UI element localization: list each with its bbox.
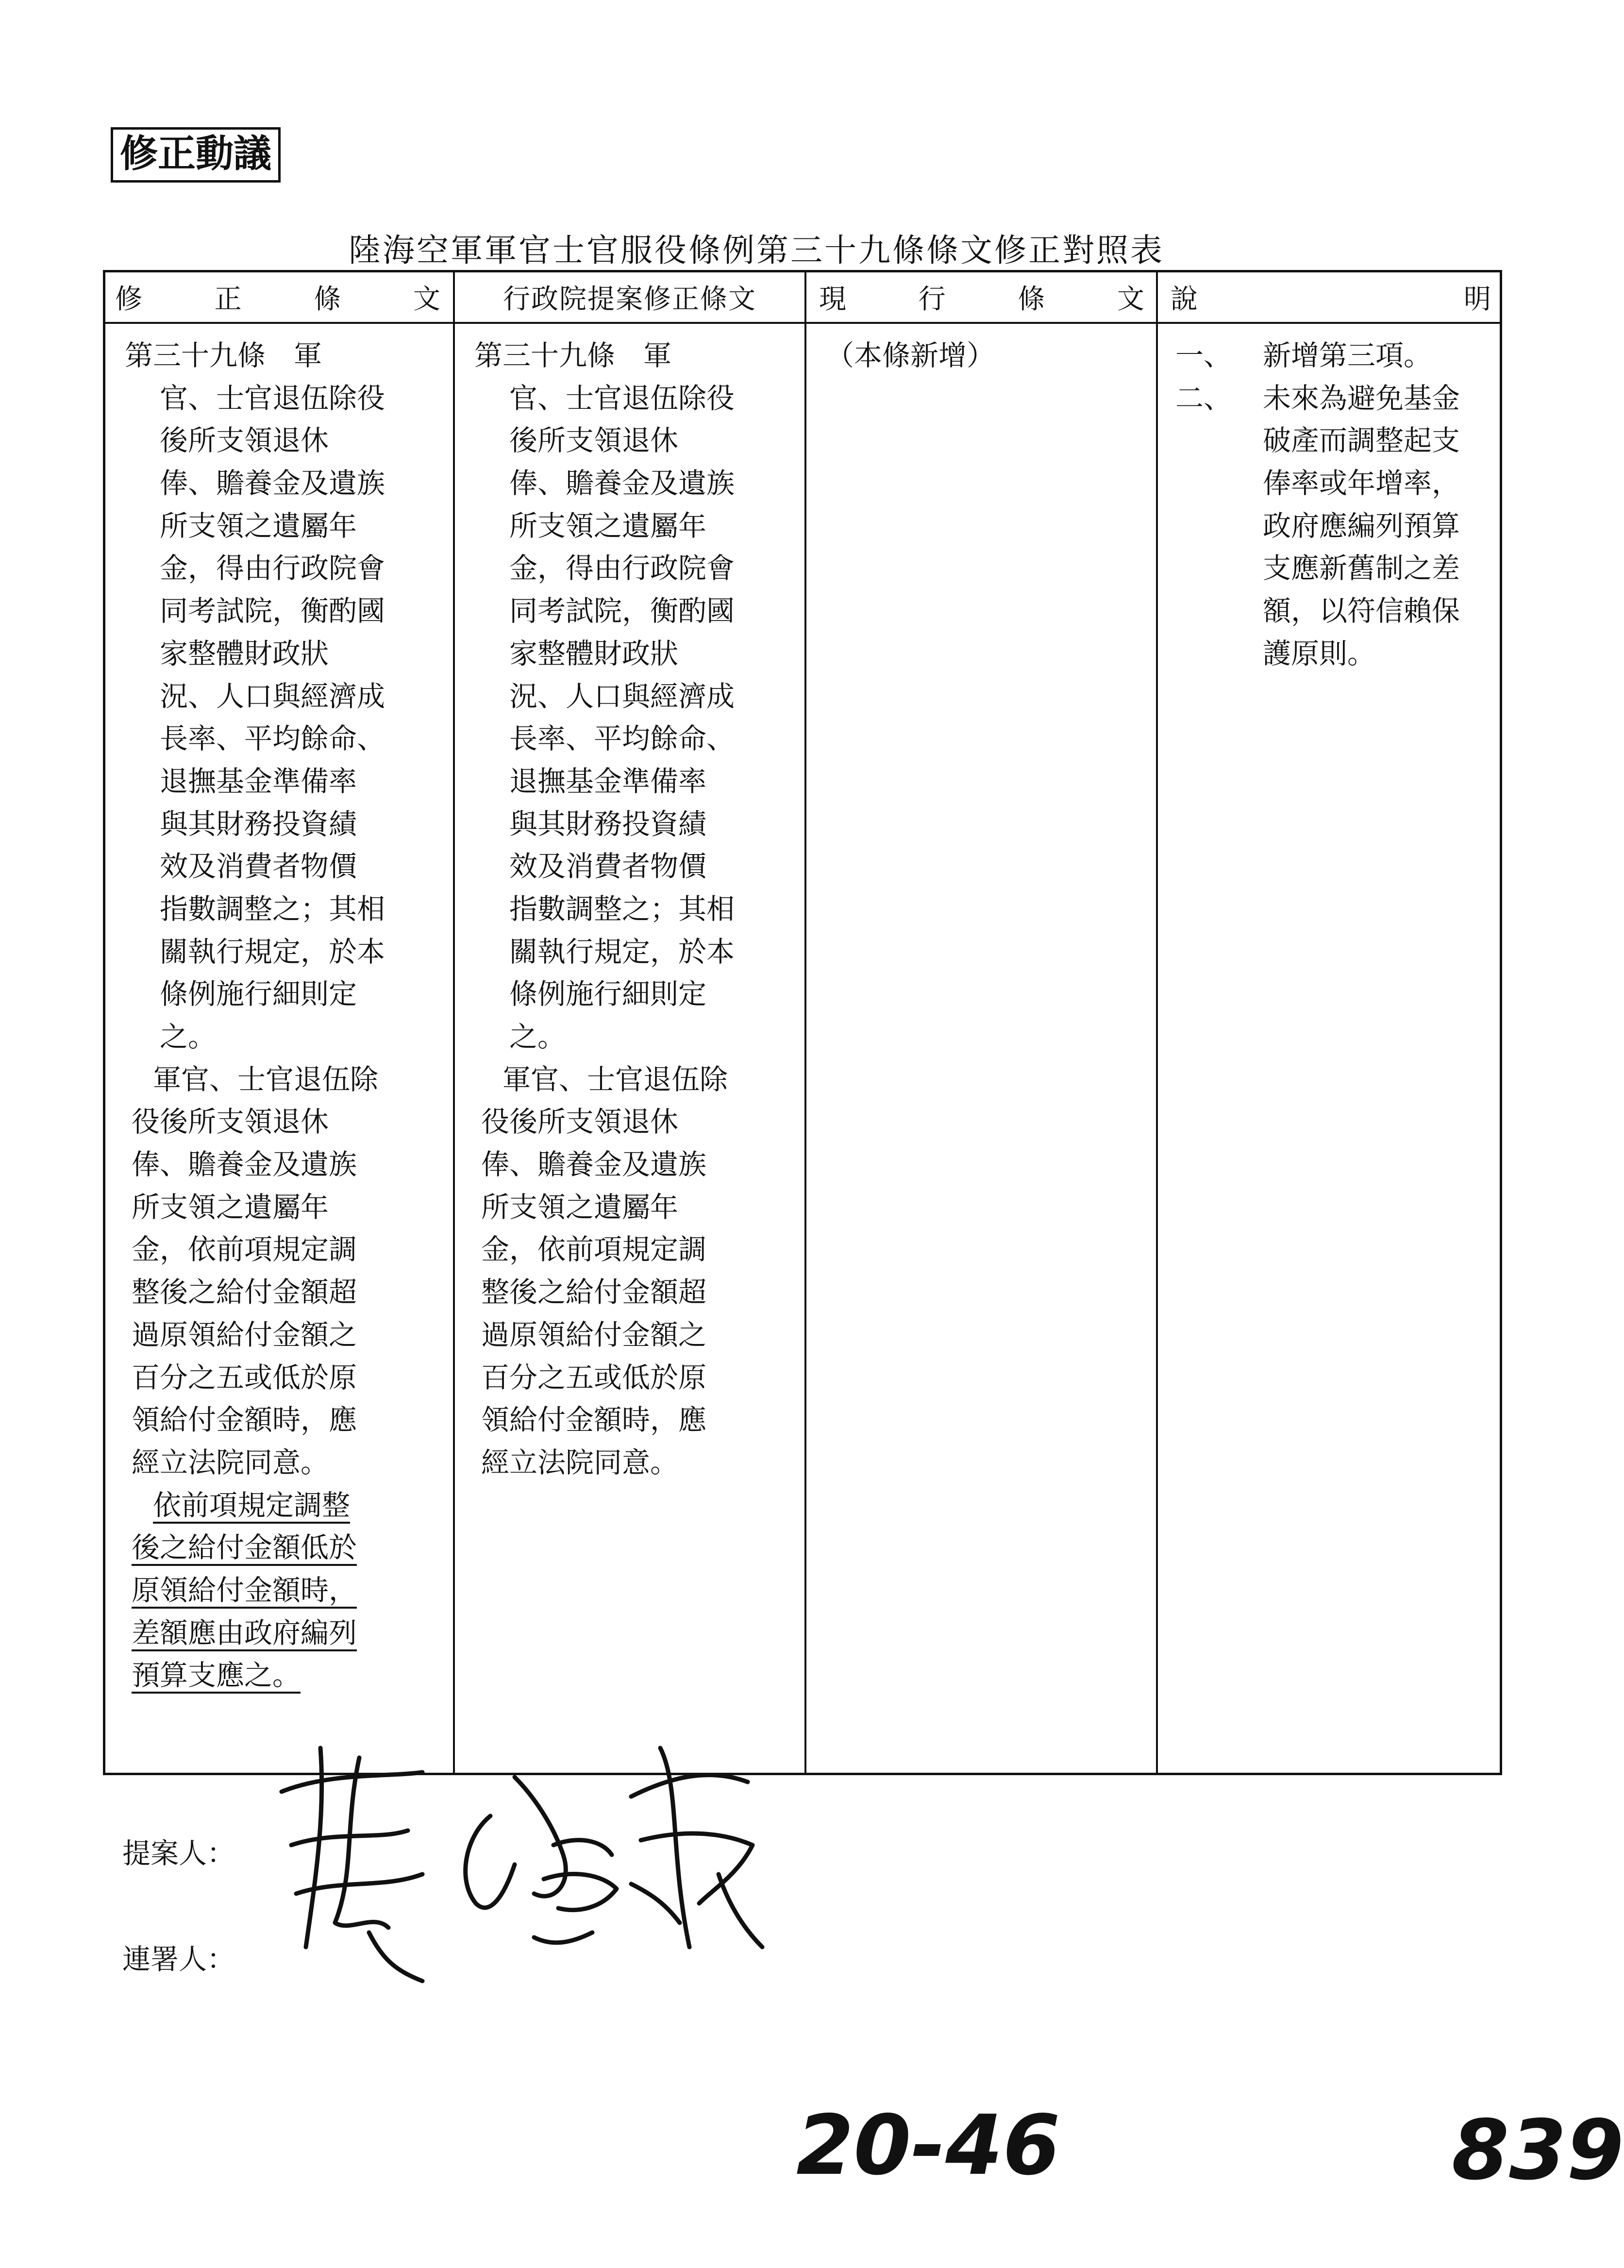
article-line-text: 退撫基金準備率 [160,764,357,798]
article-line [125,973,453,1016]
article-line [474,973,804,1016]
article-line [474,505,804,548]
article-line-text: 過原領給付金額之 [132,1318,357,1351]
article-line [474,1101,804,1143]
executive-text-cell [455,335,804,1484]
header-char: 說 [1171,284,1198,315]
header-char: 明 [1464,284,1491,315]
motion-stamp-label: 修正動議 [120,132,272,176]
cosigner-label: 連署人： [122,1943,235,1976]
article-line-text: 之。 [509,1020,566,1053]
article-line-text: 整後之給付金額超 [132,1276,357,1309]
article-line [474,1186,804,1229]
proposer-label: 提案人： [122,1837,235,1870]
article-line-text: 領給付金額時，應 [132,1403,357,1437]
article-line [125,505,453,548]
header-explanation [1171,272,1491,322]
header-char: 正 [214,284,242,315]
article-line [125,1101,453,1143]
handwritten-signature [262,1719,777,1991]
article-line [474,335,804,377]
explanation-line: 護原則。 [1263,637,1376,670]
article-line-text: 金，得由行政院會 [509,552,735,585]
article-line-text: 依前項規定調整 [153,1488,351,1522]
article-line [474,590,804,633]
article-line-text: 條例施行細則定 [509,977,707,1011]
article-line [125,718,453,760]
header-executive: 行政院提案修正條文 [503,284,756,315]
article-line [125,1484,453,1527]
article-line [125,1654,453,1697]
article-line-text: 整後之給付金額超 [481,1276,707,1309]
article-line-text: 俸、贍養金及遺族 [509,467,735,500]
article-line [125,1058,453,1101]
article-line [474,420,804,462]
article-line [125,1016,453,1058]
article-line [474,1271,804,1314]
article-line-text: 關執行規定，於本 [509,935,735,968]
article-line-text: 同考試院，衡酌國 [509,594,735,628]
article-line-text: 退撫基金準備率 [509,764,707,798]
amended-text-cell [105,335,453,1697]
article-line [125,675,453,718]
article-line-text: 後所支領退休 [509,424,679,457]
article-line-text: 所支領之遺屬年 [509,509,707,542]
explanation-line: 支應新舊制之差 [1263,552,1460,585]
article-line [125,1569,453,1612]
article-line [474,1228,804,1271]
article-line [474,377,804,420]
article-line-text: 所支領之遺屬年 [132,1190,329,1224]
article-line-text: 指數調整之；其相 [509,892,735,925]
article-line-text: 役後所支領退休 [481,1105,679,1139]
header-char: 條 [1018,284,1045,315]
article-line-text: 長率、平均餘命、 [509,722,735,756]
explanation-item-text: 新增第三項。 [1263,339,1432,372]
article-line [474,1143,804,1186]
article-line [125,1527,453,1569]
article-line [125,803,453,846]
current-text: （本條新增） [826,339,995,372]
article-line-text: 家整體財政狀 [509,637,679,670]
article-line [125,845,453,888]
article-line-text: 官、士官退伍除役 [160,381,385,415]
explanation-item [1175,377,1505,420]
handwritten-page-number: 839 [1452,2102,1624,2199]
article-line [474,1357,804,1399]
article-line-text: 所支領之遺屬年 [481,1190,679,1224]
article-line [125,1357,453,1399]
article-line-text: 百分之五或低於原 [481,1361,707,1394]
header-current [819,272,1149,322]
article-line-text: 與其財務投資績 [160,807,357,840]
article-line [474,1442,804,1484]
article-line [125,1399,453,1442]
article-line [474,931,804,974]
header-char: 文 [1117,284,1144,315]
article-line [474,675,804,718]
article-line [125,590,453,633]
article-line-text: 之。 [160,1020,217,1053]
article-line-text: 經立法院同意。 [481,1445,679,1479]
article-line [474,1016,804,1058]
article-line [125,1186,453,1229]
article-line [125,377,453,420]
article-line-text: 所支領之遺屬年 [160,509,357,542]
article-line-text: 預算支應之。 [132,1659,301,1692]
article-line [125,1612,453,1655]
header-divider [105,322,1500,324]
explanation-item-text: 未來為避免基金 [1263,381,1460,415]
article-line-text: 俸、贍養金及遺族 [160,467,385,500]
header-char: 現 [819,284,846,315]
article-line [474,1314,804,1357]
article-line [125,760,453,803]
current-text-cell [806,335,1156,377]
article-line-text: 役後所支領退休 [132,1105,329,1139]
article-line [125,420,453,462]
header-char: 條 [314,284,341,315]
article-line [474,803,804,846]
article-line-text: 況、人口與經濟成 [160,679,385,713]
article-line [125,1442,453,1484]
article-line-text: 效及消費者物價 [509,850,707,883]
article-line-text: 軍官、士官退伍除 [502,1062,728,1096]
article-line [125,1314,453,1357]
article-line-text: 第三十九條 軍 [474,339,672,372]
article-line-text: 百分之五或低於原 [132,1361,357,1394]
explanation-cell [1158,335,1505,675]
article-line-text: 與其財務投資績 [509,807,707,840]
article-line-text: 效及消費者物價 [160,850,357,883]
explanation-line: 政府應編列預算 [1263,509,1460,542]
article-line-text: 後所支領退休 [160,424,329,457]
article-line-text: 差額應由政府編列 [132,1616,357,1649]
article-line [125,335,453,377]
motion-stamp [111,127,281,183]
article-line [125,1228,453,1271]
article-line [125,462,453,505]
explanation-line: 破產而調整起支 [1263,424,1460,457]
article-line [125,547,453,590]
article-line [474,845,804,888]
explanation-item [1175,335,1505,377]
explanation-item-number: 一、 [1175,339,1232,372]
article-line [474,547,804,590]
article-line-text: 金，得由行政院會 [160,552,385,585]
article-line-text: 指數調整之；其相 [160,892,385,925]
article-line-text: 金，依前項規定調 [481,1233,707,1266]
article-line-text: 經立法院同意。 [132,1445,329,1479]
article-line [474,1058,804,1101]
article-line-text: 領給付金額時，應 [481,1403,707,1437]
article-line-text: 過原領給付金額之 [481,1318,707,1351]
header-char: 文 [413,284,440,315]
article-line [474,462,804,505]
article-line [474,1399,804,1442]
header-amended [115,272,445,322]
article-line [474,888,804,931]
article-line-text: 官、士官退伍除役 [509,381,735,415]
explanation-line: 額，以符信賴保 [1263,594,1460,628]
header-char: 行 [918,284,946,315]
article-line-text: 家整體財政狀 [160,637,329,670]
article-line-text: 條例施行細則定 [160,977,357,1011]
explanation-line: 俸率或年增率， [1263,467,1460,500]
article-line-text: 俸、贍養金及遺族 [132,1148,357,1181]
article-line [125,633,453,675]
article-line-text: 第三十九條 軍 [125,339,322,372]
document-title: 陸海空軍軍官士官服役條例第三十九條條文修正對照表 [349,232,1164,269]
article-line-text: 原領給付金額時， [132,1573,357,1607]
article-line [125,888,453,931]
article-line-text: 長率、平均餘命、 [160,722,385,756]
article-line-text: 關執行規定，於本 [160,935,385,968]
article-line [125,1271,453,1314]
handwritten-reference-number: 20-46 [796,2098,1060,2194]
article-line-text: 同考試院，衡酌國 [160,594,385,628]
column-divider [804,272,806,1773]
article-line [474,718,804,760]
article-line [474,633,804,675]
explanation-item-number: 二、 [1175,381,1232,415]
article-line [125,1143,453,1186]
article-line-text: 軍官、士官退伍除 [153,1062,379,1096]
article-line [474,760,804,803]
article-line-text: 金，依前項規定調 [132,1233,357,1266]
comparison-table [103,270,1502,1775]
article-line-text: 後之給付金額低於 [132,1531,357,1564]
header-char: 修 [115,284,142,315]
article-line-text: 俸、贍養金及遺族 [481,1148,707,1181]
article-line [125,931,453,974]
article-line-text: 況、人口與經濟成 [509,679,735,713]
